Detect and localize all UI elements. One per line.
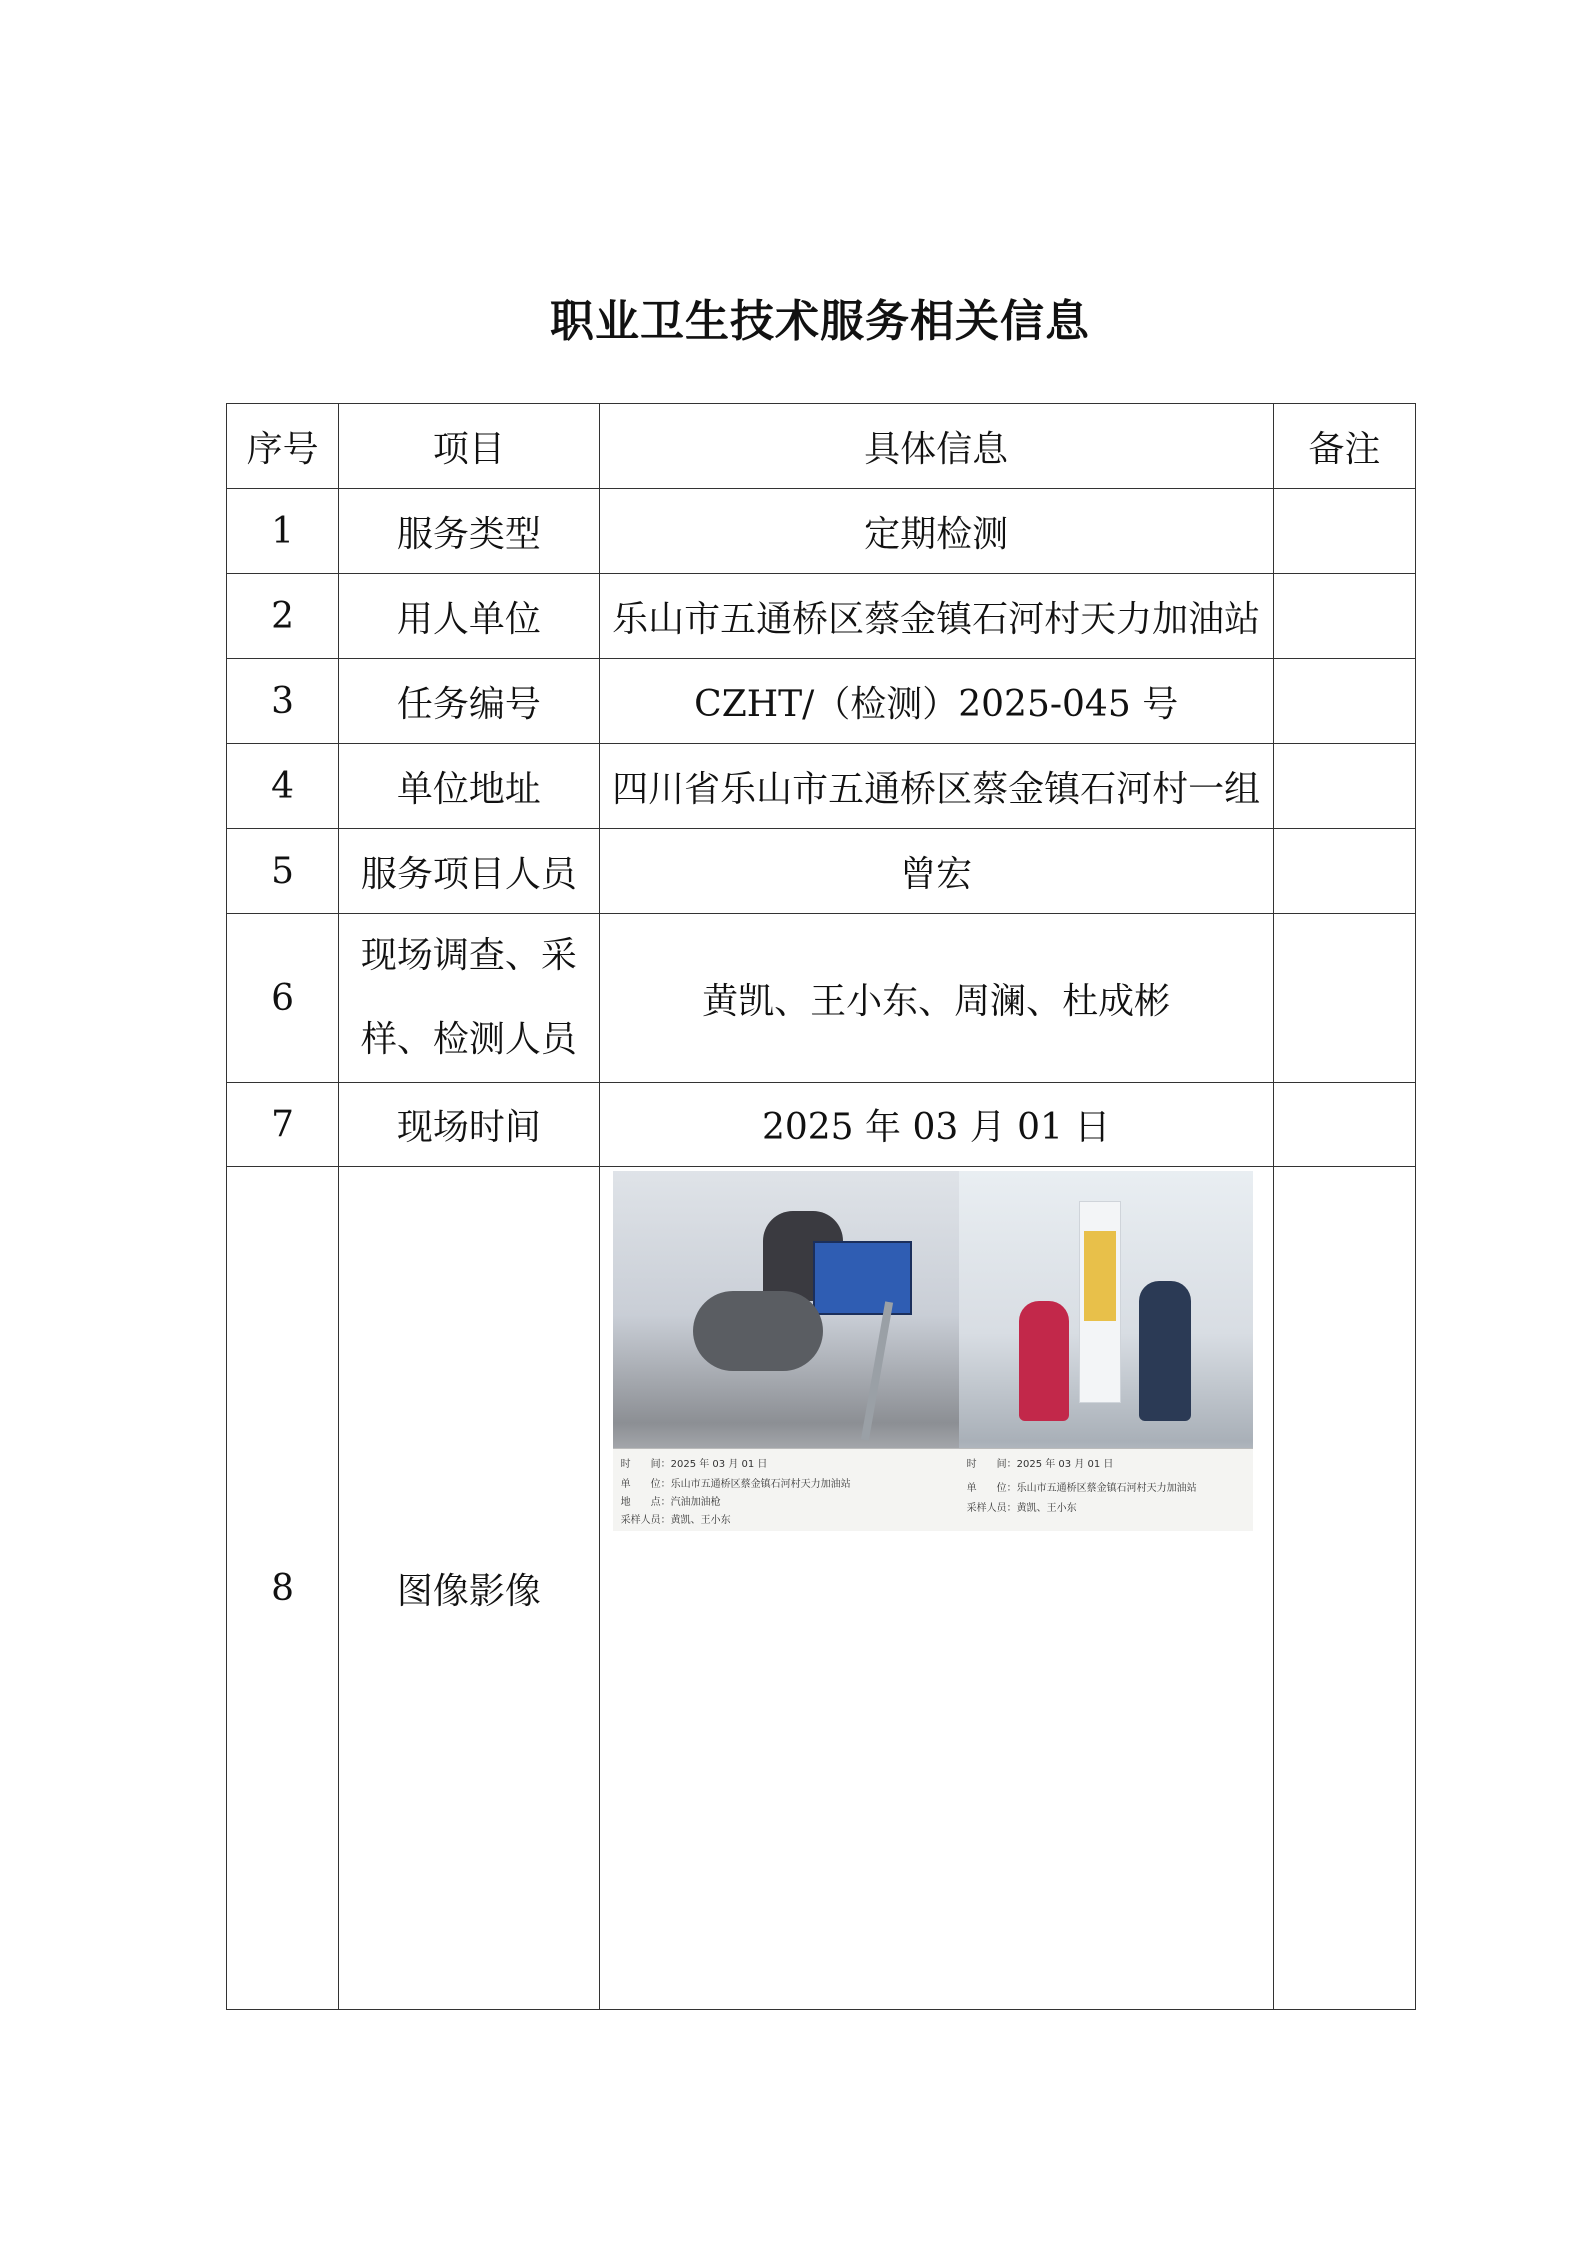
row-item: 图像影像 xyxy=(339,1167,599,2010)
row-no: 6 xyxy=(227,914,339,1083)
site-photos xyxy=(613,1171,1253,1531)
row-note xyxy=(1273,1083,1415,1167)
row-note xyxy=(1273,659,1415,744)
table-row xyxy=(227,574,1416,659)
info-table xyxy=(226,403,1416,2010)
row-note xyxy=(1273,1167,1415,2010)
table-row xyxy=(227,659,1416,744)
row-no: 1 xyxy=(227,489,339,574)
row-no: 5 xyxy=(227,829,339,914)
caption-unit: 单 位：乐山市五通桥区蔡金镇石河村天力加油站 xyxy=(620,1479,851,1490)
row-note xyxy=(1273,744,1415,829)
person-figure xyxy=(1019,1301,1069,1421)
row-note xyxy=(1273,914,1415,1083)
table-row xyxy=(227,1083,1416,1167)
header-note: 备注 xyxy=(1273,404,1415,489)
row-info: 乐山市五通桥区蔡金镇石河村天力加油站 xyxy=(599,574,1273,659)
sampling-photo-1 xyxy=(613,1171,959,1531)
caption-place: 地 点：汽油加油枪 xyxy=(620,1497,721,1508)
row-item: 现场时间 xyxy=(339,1083,599,1167)
row-item: 任务编号 xyxy=(339,659,599,744)
row-item: 用人单位 xyxy=(339,574,599,659)
row-no: 4 xyxy=(227,744,339,829)
person-figure xyxy=(1139,1281,1191,1421)
tripod-leg xyxy=(861,1301,893,1440)
row-info: 四川省乐山市五通桥区蔡金镇石河村一组 xyxy=(599,744,1273,829)
row-info: 曾宏 xyxy=(599,829,1273,914)
caption-time: 时 间：2025 年 03 月 01 日 xyxy=(620,1459,768,1470)
row-note xyxy=(1273,829,1415,914)
header-no: 序号 xyxy=(227,404,339,489)
caption-staff: 采样人员：黄凯、王小东 xyxy=(966,1503,1077,1514)
row-no: 2 xyxy=(227,574,339,659)
row-info: 黄凯、王小东、周澜、杜成彬 xyxy=(599,914,1273,1083)
caption-time: 时 间：2025 年 03 月 01 日 xyxy=(966,1459,1114,1470)
notice-board xyxy=(1084,1231,1116,1321)
table-row xyxy=(227,829,1416,914)
table-row xyxy=(227,744,1416,829)
row-no: 7 xyxy=(227,1083,339,1167)
caption-unit: 单 位：乐山市五通桥区蔡金镇石河村天力加油站 xyxy=(966,1483,1197,1494)
row-item: 现场调查、采样、检测人员 xyxy=(339,914,599,1083)
table-row xyxy=(227,489,1416,574)
row-info: CZHT/（检测）2025-045 号 xyxy=(599,659,1273,744)
table-row xyxy=(227,1167,1416,2010)
row-info-photos xyxy=(599,1167,1273,2010)
row-note xyxy=(1273,574,1415,659)
row-item: 单位地址 xyxy=(339,744,599,829)
page-title: 职业卫生技术服务相关信息 xyxy=(550,296,1090,347)
table-header-row xyxy=(227,404,1416,489)
scooter xyxy=(693,1291,823,1371)
instrument-box xyxy=(813,1241,912,1315)
photo-caption-2 xyxy=(959,1448,1253,1531)
row-no: 8 xyxy=(227,1167,339,2010)
photo-caption-1 xyxy=(613,1448,959,1531)
header-item: 项目 xyxy=(339,404,599,489)
row-info: 2025 年 03 月 01 日 xyxy=(599,1083,1273,1167)
row-note xyxy=(1273,489,1415,574)
row-item: 服务类型 xyxy=(339,489,599,574)
row-info: 定期检测 xyxy=(599,489,1273,574)
sampling-photo-2 xyxy=(959,1171,1253,1531)
table-row xyxy=(227,914,1416,1083)
row-item: 服务项目人员 xyxy=(339,829,599,914)
header-info: 具体信息 xyxy=(599,404,1273,489)
row-no: 3 xyxy=(227,659,339,744)
caption-staff: 采样人员：黄凯、王小东 xyxy=(620,1515,731,1526)
